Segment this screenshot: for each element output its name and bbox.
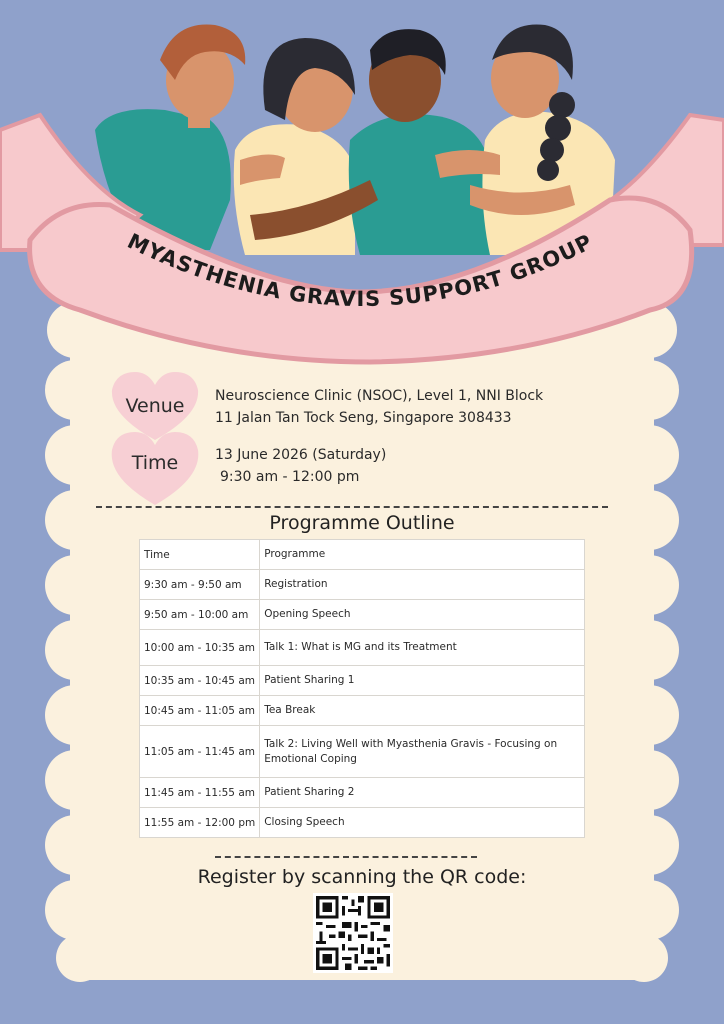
row-item: Patient Sharing 1 [260, 666, 585, 696]
table-row [140, 600, 585, 630]
header-programme: Programme [260, 540, 585, 570]
row-item: Tea Break [260, 696, 585, 726]
header-time: Time [140, 540, 260, 570]
table-row [140, 570, 585, 600]
time-line-1: 13 June 2026 (Saturday) [215, 447, 387, 463]
time-label: Time [131, 452, 179, 474]
row-time: 10:00 am - 10:35 am [140, 630, 260, 666]
divider-bottom [215, 856, 477, 858]
row-time: 10:45 am - 11:05 am [140, 696, 260, 726]
table-row [140, 726, 585, 778]
row-time: 11:45 am - 11:55 am [140, 778, 260, 808]
venue-line-2: 11 Jalan Tan Tock Seng, Singapore 308433 [215, 410, 512, 426]
row-time: 10:35 am - 10:45 am [140, 666, 260, 696]
venue-line-1: Neuroscience Clinic (NSOC), Level 1, NNI Block [215, 388, 544, 404]
programme-title: Programme Outline [269, 512, 455, 534]
row-item: Opening Speech [260, 600, 585, 630]
table-row [140, 778, 585, 808]
table-row [140, 630, 585, 666]
venue-info [215, 385, 543, 429]
programme-table [139, 539, 585, 838]
table-header-row [140, 540, 585, 570]
table-row [140, 666, 585, 696]
banner-title: MYASTHENIA GRAVIS SUPPORT GROUP [123, 228, 597, 312]
venue-label: Venue [125, 395, 185, 417]
row-item: Talk 2: Living Well with Myasthenia Gravis - Focusing on Emotional Coping [260, 726, 585, 778]
row-item: Talk 1: What is MG and its Treatment [260, 630, 585, 666]
table-row [140, 808, 585, 838]
row-item: Registration [260, 570, 585, 600]
row-item: Patient Sharing 2 [260, 778, 585, 808]
row-time: 11:05 am - 11:45 am [140, 726, 260, 778]
row-time: 9:30 am - 9:50 am [140, 570, 260, 600]
qr-code-icon[interactable] [313, 893, 393, 973]
divider-top [96, 506, 608, 508]
table-row [140, 696, 585, 726]
time-line-2: 9:30 am - 12:00 pm [220, 469, 360, 485]
time-info [215, 444, 386, 488]
row-time: 11:55 am - 12:00 pm [140, 808, 260, 838]
row-time: 9:50 am - 10:00 am [140, 600, 260, 630]
banner-title-layer [0, 0, 724, 360]
row-item: Closing Speech [260, 808, 585, 838]
register-instruction: Register by scanning the QR code: [197, 866, 527, 888]
